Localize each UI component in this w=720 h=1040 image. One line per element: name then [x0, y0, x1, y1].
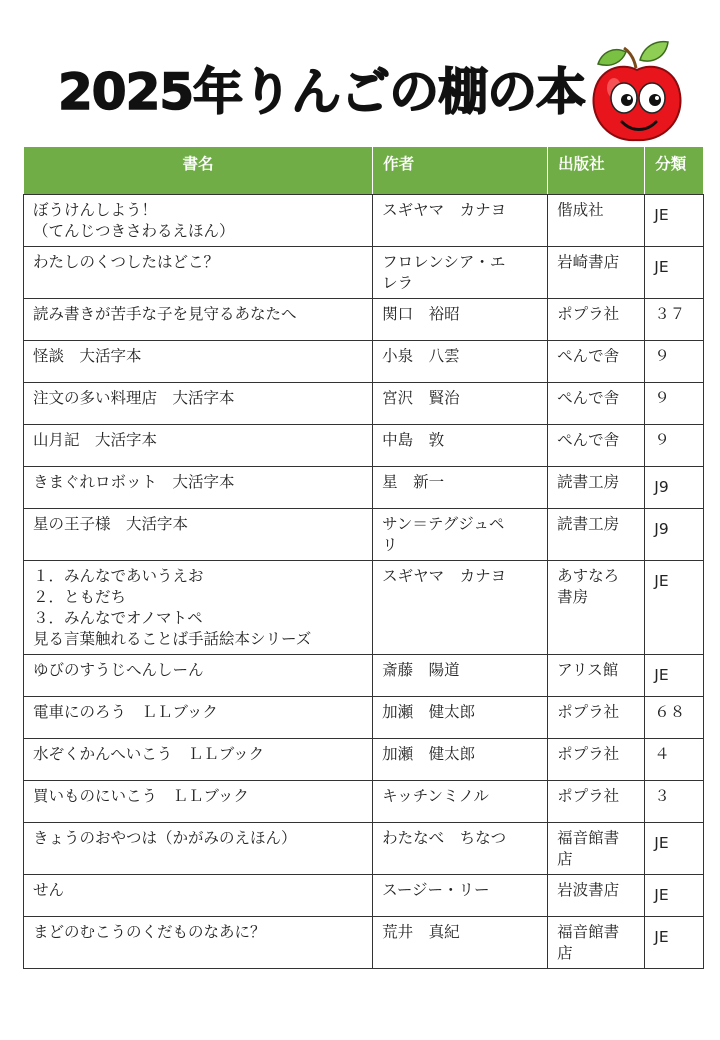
cell-category: ３７ — [645, 299, 704, 341]
cell-publisher: あすなろ 書房 — [548, 561, 645, 655]
cell-category: JE — [645, 917, 704, 969]
header-publisher: 出版社 — [548, 147, 645, 195]
cell-author: スージー・リー — [373, 875, 548, 917]
cell-publisher: ぺんで舎 — [548, 425, 645, 467]
header-title: 書名 — [24, 147, 373, 195]
cell-publisher: アリス館 — [548, 655, 645, 697]
cell-publisher: 読書工房 — [548, 509, 645, 561]
table-row — [24, 697, 704, 739]
cell-author: 星 新一 — [373, 467, 548, 509]
cell-publisher: 読書工房 — [548, 467, 645, 509]
cell-category: ６８ — [645, 697, 704, 739]
cell-author: 荒井 真紀 — [373, 917, 548, 969]
cell-author: 加瀬 健太郎 — [373, 697, 548, 739]
cell-category: ９ — [645, 383, 704, 425]
cell-category: JE — [645, 655, 704, 697]
cell-publisher: ポプラ社 — [548, 739, 645, 781]
cell-author: 中島 敦 — [373, 425, 548, 467]
cell-title: せん — [24, 875, 373, 917]
cell-publisher: 福音館書 店 — [548, 823, 645, 875]
cell-publisher: 偕成社 — [548, 195, 645, 247]
cell-title: 怪談 大活字本 — [24, 341, 373, 383]
cell-publisher: 岩波書店 — [548, 875, 645, 917]
cell-author: スギヤマ カナヨ — [373, 561, 548, 655]
table-row — [24, 917, 704, 969]
table-row — [24, 823, 704, 875]
cell-publisher: 福音館書 店 — [548, 917, 645, 969]
cell-author: 宮沢 賢治 — [373, 383, 548, 425]
cell-category: ３ — [645, 781, 704, 823]
header-category: 分類 — [645, 147, 704, 195]
table-row — [24, 195, 704, 247]
cell-title: 水ぞくかんへいこう ＬＬブック — [24, 739, 373, 781]
cell-author: 斎藤 陽道 — [373, 655, 548, 697]
table-header-row — [24, 147, 704, 195]
cell-publisher: ぺんで舎 — [548, 341, 645, 383]
title-area — [0, 0, 720, 145]
cell-author: サン＝テグジュペ リ — [373, 509, 548, 561]
cell-title: きょうのおやつは（かがみのえほん） — [24, 823, 373, 875]
cell-category: ４ — [645, 739, 704, 781]
cell-author: 小泉 八雲 — [373, 341, 548, 383]
cell-author: キッチンミノル — [373, 781, 548, 823]
table-row — [24, 341, 704, 383]
cell-author: 関口 裕昭 — [373, 299, 548, 341]
table-row — [24, 875, 704, 917]
cell-publisher: 岩崎書店 — [548, 247, 645, 299]
cell-title: 電車にのろう ＬＬブック — [24, 697, 373, 739]
cell-publisher: ポプラ社 — [548, 697, 645, 739]
cell-category: ９ — [645, 425, 704, 467]
cell-category: JE — [645, 875, 704, 917]
cell-category: J9 — [645, 467, 704, 509]
table-row — [24, 425, 704, 467]
table-row — [24, 561, 704, 655]
book-list-table — [23, 146, 704, 969]
table-row — [24, 383, 704, 425]
cell-category: JE — [645, 823, 704, 875]
cell-author: スギヤマ カナヨ — [373, 195, 548, 247]
cell-category: ９ — [645, 341, 704, 383]
apple-mascot-icon — [584, 38, 690, 146]
table-row — [24, 781, 704, 823]
cell-category: J9 — [645, 509, 704, 561]
cell-publisher: ポプラ社 — [548, 781, 645, 823]
cell-title: まどのむこうのくだものなあに？ — [24, 917, 373, 969]
page-title: 2025年りんごの棚の本 — [58, 63, 586, 121]
cell-category: JE — [645, 247, 704, 299]
cell-title: わたしのくつしたはどこ？ — [24, 247, 373, 299]
cell-title: 注文の多い料理店 大活字本 — [24, 383, 373, 425]
cell-author: 加瀬 健太郎 — [373, 739, 548, 781]
header-author: 作者 — [373, 147, 548, 195]
cell-title: きまぐれロボット 大活字本 — [24, 467, 373, 509]
cell-title: ゆびのすうじへんしーん — [24, 655, 373, 697]
table-row — [24, 467, 704, 509]
cell-publisher: ぺんで舎 — [548, 383, 645, 425]
table-row — [24, 299, 704, 341]
cell-title: 星の王子様 大活字本 — [24, 509, 373, 561]
table-row — [24, 655, 704, 697]
table-row — [24, 247, 704, 299]
cell-title: １．みんなであいうえお ２．ともだち ３．みんなでオノマトペ 見る言葉触れることば手話絵本シリーズ — [24, 561, 373, 655]
cell-publisher: ポプラ社 — [548, 299, 645, 341]
cell-category: JE — [645, 561, 704, 655]
table-row — [24, 739, 704, 781]
cell-title: 読み書きが苦手な子を見守るあなたへ — [24, 299, 373, 341]
cell-title: ぼうけんしよう！ （てんじつきさわるえほん） — [24, 195, 373, 247]
cell-title: 買いものにいこう ＬＬブック — [24, 781, 373, 823]
table-row — [24, 509, 704, 561]
cell-title: 山月記 大活字本 — [24, 425, 373, 467]
cell-author: フロレンシア・エ レラ — [373, 247, 548, 299]
cell-category: JE — [645, 195, 704, 247]
cell-author: わたなべ ちなつ — [373, 823, 548, 875]
